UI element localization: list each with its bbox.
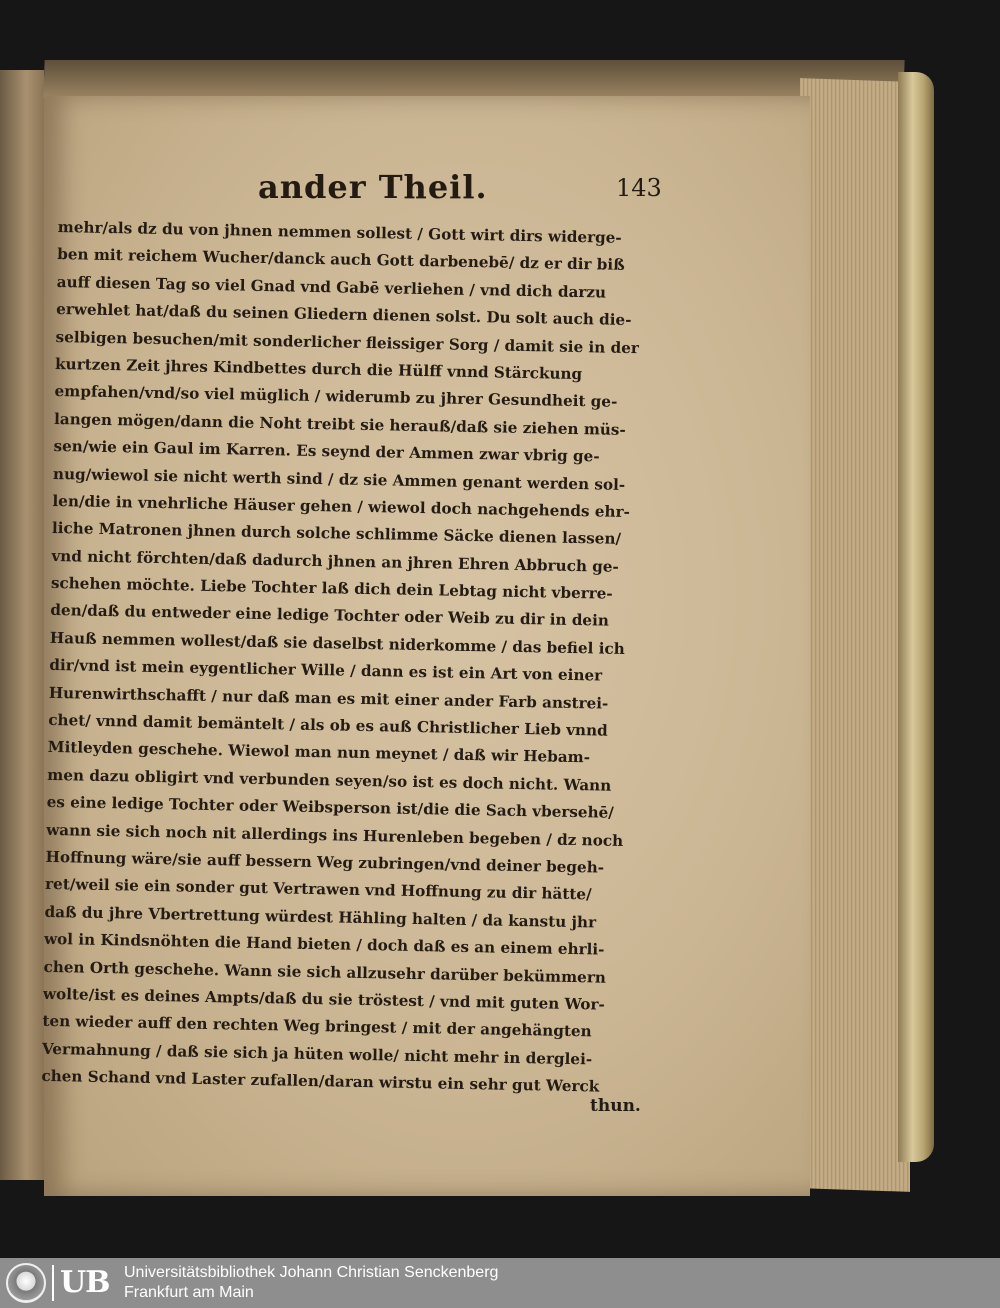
seal-icon <box>6 1263 46 1303</box>
text-line: chen Orth geschehe. Wann sie sich allzusehr darüber bekümmern <box>43 957 607 987</box>
library-footer <box>0 1258 1000 1308</box>
text-line: wol in Kindsnöhten die Hand bieten / doch daß es an einem ehrli- <box>43 930 605 959</box>
text-line: mehr/als dz du von jhnen nemmen sollest / Gott wirt dirs widerge- <box>57 217 622 247</box>
ub-logo <box>6 1262 116 1304</box>
text-line: Hauß nemmen wollest/daß sie daselbst niderkomme / das befiel ich <box>49 628 625 658</box>
text-line: sen/wie ein Gaul im Karren. Es seynd der Ammen zwar vbrig ge- <box>53 437 600 466</box>
ub-logo-text: UB <box>52 1265 110 1301</box>
text-line: empfahen/vnd/so viel müglich / widerumb zu jhrer Gesundheit ge- <box>54 382 618 412</box>
text-line: wann sie sich noch nit allerdings ins Hurenleben begeben / dz noch <box>46 820 624 850</box>
text-line: len/die in vnehrliche Häuser gehen / wiewol doch nachgehends ehr- <box>52 491 631 521</box>
text-line: chen Schand vnd Laster zufallen/daran wirstu ein sehr gut Werck <box>41 1066 600 1096</box>
text-line: ret/weil sie ein sonder gut Vertrawen vnd Hoffnung zu dir hätte/ <box>44 875 592 904</box>
text-line: erwehlet hat/daß du seinen Gliedern dienen solst. Du solt auch die- <box>56 300 632 330</box>
text-line: wolte/ist es deines Ampts/daß du sie tröstest / vnd mit guten Wor- <box>42 984 606 1014</box>
left-page-edge <box>0 70 44 1180</box>
text-line: liche Matronen jhnen durch solche schlimme Säcke dienen lassen/ <box>51 519 622 549</box>
text-line: Mitleyden geschehe. Wiewol man nun meynet / daß wir Hebam- <box>47 738 591 767</box>
fore-edge-pages <box>800 78 910 1192</box>
text-line: men dazu obligirt vnd verbunden seyen/so ist es doch nicht. Wann <box>47 765 612 795</box>
text-line: es eine ledige Tochter oder Weibsperson ist/die die Sach vbersehē/ <box>46 793 614 822</box>
body-text <box>41 214 658 1105</box>
text-line: daß du jhre Vbertrettung würdest Hähling halten / da kanstu jhr <box>44 902 597 932</box>
page-header <box>44 168 810 212</box>
text-line: Vermahnung / daß sie sich ja hüten wolle/ nicht mehr in derglei- <box>41 1039 593 1069</box>
text-line: dir/vnd ist mein eygentlicher Wille / dann es ist ein Art von einer <box>49 656 603 685</box>
text-line: schehen möchte. Liebe Tochter laß dich dein Lebtag nicht vberre- <box>50 574 613 603</box>
text-line: ben mit reichem Wucher/danck auch Gott darbenebē/ dz er dir biß <box>57 245 625 275</box>
institution-name <box>124 1263 498 1303</box>
text-line: chet/ vnnd damit bemäntelt / als ob es auß Christlicher Lieb vnnd <box>48 710 608 740</box>
text-line: auff diesen Tag so viel Gnad vnd Gabē verliehen / vnd dich darzu <box>56 272 607 302</box>
text-line: Hurenwirthschafft / nur daß man es mit einer ander Farb anstrei- <box>48 683 609 713</box>
page-number: 143 <box>616 174 662 202</box>
text-line: ten wieder auff den rechten Weg bringest / mit der angehängten <box>42 1012 592 1041</box>
text-line: vnd nicht förchten/daß dadurch jhnen an jhren Ehren Abbruch ge- <box>51 546 620 576</box>
book-page <box>41 96 810 1196</box>
book-cover-spine <box>898 72 934 1162</box>
text-line: langen mögen/dann die Noht treibt sie herauß/daß sie ziehen müs- <box>53 409 626 439</box>
catchword: thun. <box>590 1096 641 1116</box>
institution-line-1: Universitätsbibliothek Johann Christian Senckenberg <box>124 1264 499 1281</box>
text-line: Hoffnung wäre/sie auff bessern Weg zubringen/vnd deiner begeh- <box>45 847 605 877</box>
text-line: nug/wiewol sie nicht werth sind / dz sie Ammen genant werden sol- <box>52 464 626 494</box>
top-page-edge <box>43 60 904 98</box>
text-line: den/daß du entweder eine ledige Tochter oder Weib zu dir in dein <box>50 601 610 631</box>
text-line: selbigen besuchen/mit sonderlicher fleissiger Sorg / damit sie in der <box>55 327 640 357</box>
institution-line-2: Frankfurt am Main <box>124 1284 254 1301</box>
text-line: kurtzen Zeit jhres Kindbettes durch die Hülff vnnd Stärckung <box>54 354 583 384</box>
running-head: ander Theil. <box>258 168 488 206</box>
